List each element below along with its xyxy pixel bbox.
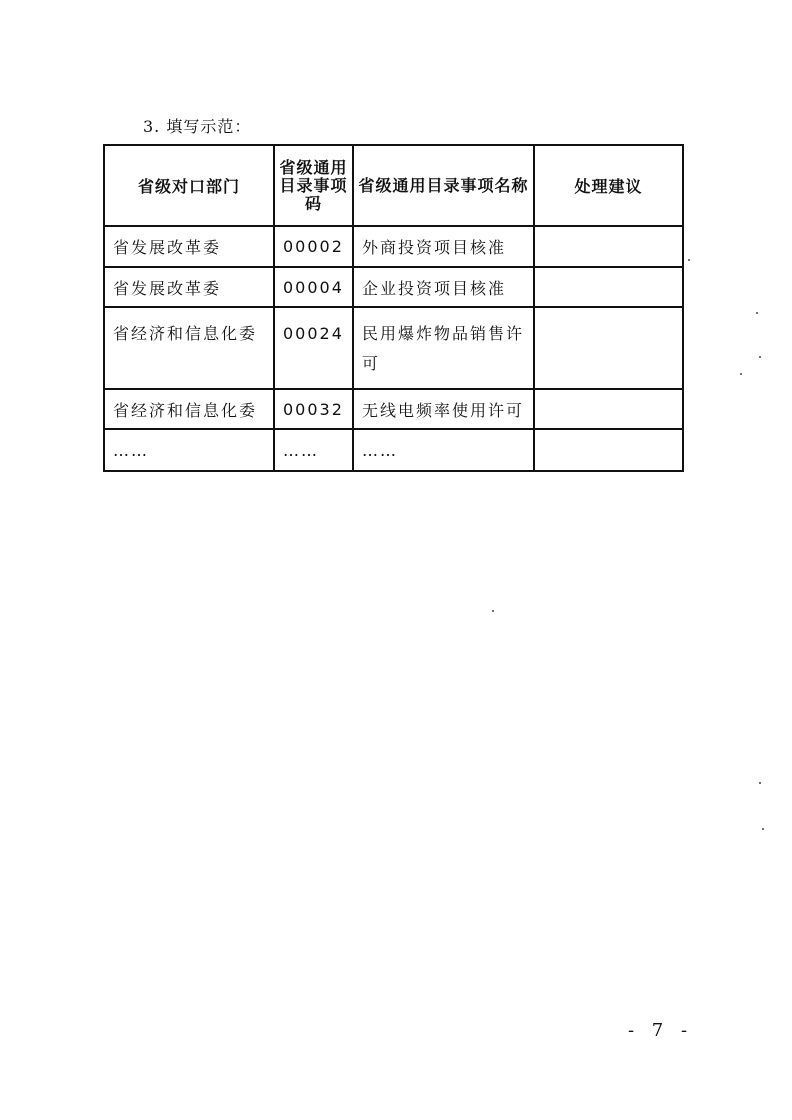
cell-code: …… bbox=[274, 429, 353, 471]
cell-dept: 省经济和信息化委 bbox=[104, 307, 274, 389]
scan-speck bbox=[762, 828, 764, 830]
cell-suggestion bbox=[534, 267, 683, 307]
cell-suggestion bbox=[534, 307, 683, 389]
table-row bbox=[104, 389, 683, 429]
header-code: 省级通用目录事项码 bbox=[274, 145, 353, 226]
scan-speck bbox=[759, 782, 761, 784]
cell-dept: 省发展改革委 bbox=[104, 267, 274, 307]
header-suggestion: 处理建议 bbox=[534, 145, 683, 226]
cell-suggestion bbox=[534, 226, 683, 267]
header-name: 省级通用目录事项名称 bbox=[353, 145, 534, 226]
table-row bbox=[104, 429, 683, 471]
scan-speck bbox=[492, 610, 494, 612]
section-title: 3. 填写示范： bbox=[143, 117, 252, 136]
cell-name: 无线电频率使用许可 bbox=[353, 389, 534, 429]
cell-dept: 省发展改革委 bbox=[104, 226, 274, 267]
page-number: - 7 - bbox=[628, 1020, 694, 1041]
cell-name: 企业投资项目核准 bbox=[353, 267, 534, 307]
cell-code: 00004 bbox=[274, 267, 353, 307]
scan-speck bbox=[756, 312, 758, 314]
cell-dept: …… bbox=[104, 429, 274, 471]
header-dept: 省级对口部门 bbox=[104, 145, 274, 226]
cell-code: 00002 bbox=[274, 226, 353, 267]
scan-speck bbox=[740, 373, 742, 375]
cell-name: …… bbox=[353, 429, 534, 471]
table-row bbox=[104, 307, 683, 389]
cell-dept: 省经济和信息化委 bbox=[104, 389, 274, 429]
cell-code: 00024 bbox=[274, 307, 353, 389]
scan-speck bbox=[688, 259, 690, 261]
cell-name: 民用爆炸物品销售许可 bbox=[353, 307, 534, 389]
table-row bbox=[104, 226, 683, 267]
cell-suggestion bbox=[534, 389, 683, 429]
cell-name: 外商投资项目核准 bbox=[353, 226, 534, 267]
demo-table bbox=[103, 144, 684, 472]
cell-code: 00032 bbox=[274, 389, 353, 429]
cell-suggestion bbox=[534, 429, 683, 471]
scan-speck bbox=[759, 356, 761, 358]
table-header-row bbox=[104, 145, 683, 226]
table-row bbox=[104, 267, 683, 307]
